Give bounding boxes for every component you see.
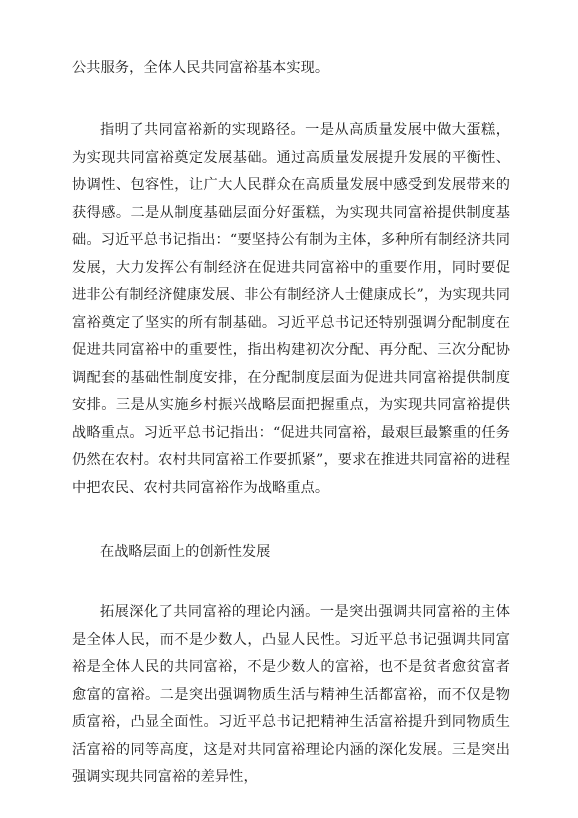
paragraph-theory-connotation: 拓展深化了共同富裕的理论内涵。一是突出强调共同富裕的主体是全体人民，而不是少数人，凸显人民性。习近平总书记强调共同富裕是全体人民的共同富裕，不是少数人的富裕，也不是贫者愈贫富者愈富的富裕。二是突出强调物质生活与精神生活都富裕，而不仅是物质富裕，凸显全面性。习近平总书记把精神生活富裕提升到同物质生活富裕的同等高度，这是对共同富裕理论内涵的深化发展。三是突出强调实现共同富裕的差异性， [72,604,510,785]
paragraph-continuation: 公共服务，全体人民共同富裕基本实现。 [72,60,330,76]
paragraph-implementation-path: 指明了共同富裕新的实现路径。一是从高质量发展中做大蛋糕，为实现共同富裕奠定发展基础。通过高质量发展提升发展的平衡性、协调性、包容性，让广大人民群众在高质量发展中感受到发展带来的获得感。二是从制度基础层面分好蛋糕，为实现共同富裕提供制度基础。习近平总书记指出：“要坚持公有制为主体，多种所有制经济共同发展，大力发挥公有制经济在促进共同富裕中的重要作用，同时要促进非公有制经济健康发展、非公有制经济人士健康成长”，为实现共同富裕奠定了坚实的所有制基础。习近平总书记还特别强调分配制度在促进共同富裕中的重要性，指出构建初次分配、再分配、三次分配协调配套的基础性制度安排，在分配制度层面为促进共同富裕提供制度安排。三是从实施乡村振兴战略层面把握重点，为实现共同富裕提供战略重点。习近平总书记指出：“促进共同富裕，最艰巨最繁重的任务仍然在农村。农村共同富裕工作要抓紧”，要求在推进共同富裕的进程中把农民、农村共同富裕作为战略重点。 [72,122,510,496]
section-heading: 在战略层面上的创新性发展 [100,544,271,560]
